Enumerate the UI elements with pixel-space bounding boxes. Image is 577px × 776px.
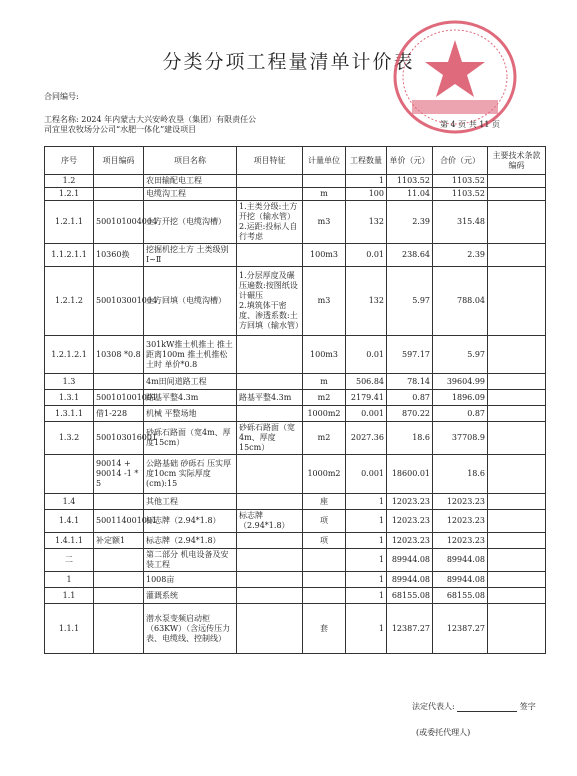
cell-feature: 1.主类分级:土方开挖（输水管） 2.运距:投标人自行考虑 <box>237 201 303 244</box>
cell-total: 2.39 <box>433 244 488 267</box>
cell-clause <box>488 549 546 572</box>
table-row <box>45 510 546 533</box>
cell-clause <box>488 422 546 455</box>
cell-qty: 100 <box>346 188 387 201</box>
cell-code: 10360换 <box>94 244 144 267</box>
table-row <box>45 549 546 572</box>
table-row <box>45 455 546 494</box>
table-row <box>45 336 546 374</box>
cell-seq: 二 <box>45 549 94 572</box>
cell-unit: m <box>303 374 346 390</box>
cell-seq: 1.2.1 <box>45 188 94 201</box>
cell-feature <box>237 244 303 267</box>
cell-feature: 标志牌（2.94*1.8） <box>237 510 303 533</box>
cell-code: 500103001004 <box>94 267 144 336</box>
cell-price: 870.22 <box>387 406 433 422</box>
header-price: 单价（元） <box>387 147 433 175</box>
cell-feature: 1.分层厚度及碾压遍数:按图纸设计碾压 2.填筑体干密度、渗透系数:土方回填（输水管） <box>237 267 303 336</box>
cell-price: 18600.01 <box>387 455 433 494</box>
cell-feature <box>237 455 303 494</box>
cell-code <box>94 588 144 604</box>
cell-unit: 项 <box>303 533 346 549</box>
cell-clause <box>488 175 546 188</box>
cell-code <box>94 549 144 572</box>
sign-label: 签字 <box>519 702 536 711</box>
table-row <box>45 374 546 390</box>
cell-clause <box>488 604 546 654</box>
cell-qty: 1 <box>346 494 387 510</box>
table-row <box>45 201 546 244</box>
cell-clause <box>488 510 546 533</box>
cell-code: 500103016001 <box>94 422 144 455</box>
cell-total: 68155.08 <box>433 588 488 604</box>
cell-seq: 1 <box>45 572 94 588</box>
table-row <box>45 244 546 267</box>
cell-name: 其他工程 <box>144 494 237 510</box>
cell-clause <box>488 455 546 494</box>
cell-clause <box>488 533 546 549</box>
cell-total: 0.87 <box>433 406 488 422</box>
cell-feature: 路基平整4.3m <box>237 390 303 406</box>
agent-label: (或委托代理人) <box>416 728 471 737</box>
cell-price: 89944.08 <box>387 549 433 572</box>
cell-seq: 1.3.2 <box>45 422 94 455</box>
cell-name: 电缆沟工程 <box>144 188 237 201</box>
cell-code: 500101004004 <box>94 201 144 244</box>
cell-feature <box>237 572 303 588</box>
cell-unit: m3 <box>303 267 346 336</box>
cell-name: 机械 平整场地 <box>144 406 237 422</box>
cell-clause <box>488 267 546 336</box>
cell-seq: 1.2.1.1 <box>45 201 94 244</box>
signature-line <box>457 703 517 712</box>
cell-total: 12387.27 <box>433 604 488 654</box>
cell-price: 2.39 <box>387 201 433 244</box>
cell-total: 39604.99 <box>433 374 488 390</box>
cell-clause <box>488 390 546 406</box>
cell-code <box>94 175 144 188</box>
table-row <box>45 267 546 336</box>
cell-seq: 1.3 <box>45 374 94 390</box>
cell-seq: 1.4.1.1 <box>45 533 94 549</box>
table-row <box>45 494 546 510</box>
cell-total: 1103.52 <box>433 175 488 188</box>
cell-name: 第二部分 机电设备及安装工程 <box>144 549 237 572</box>
table-row <box>45 572 546 588</box>
cell-qty: 1 <box>346 533 387 549</box>
cell-price: 238.64 <box>387 244 433 267</box>
cell-price: 68155.08 <box>387 588 433 604</box>
cell-qty: 1 <box>346 510 387 533</box>
cell-unit <box>303 549 346 572</box>
cell-unit <box>303 588 346 604</box>
cell-unit: 1000m2 <box>303 406 346 422</box>
cell-feature <box>237 374 303 390</box>
cell-clause <box>488 494 546 510</box>
cell-qty: 1 <box>346 175 387 188</box>
cell-clause <box>488 588 546 604</box>
cell-price: 597.17 <box>387 336 433 374</box>
cell-unit: 100m3 <box>303 336 346 374</box>
header-unit: 计量单位 <box>303 147 346 175</box>
cell-feature <box>237 406 303 422</box>
cell-total: 5.97 <box>433 336 488 374</box>
contract-number-label: 合同编号: <box>44 92 79 101</box>
cell-total: 18.6 <box>433 455 488 494</box>
cell-code <box>94 374 144 390</box>
cell-seq: 1.4 <box>45 494 94 510</box>
table-row <box>45 588 546 604</box>
cell-code <box>94 494 144 510</box>
cell-price: 5.97 <box>387 267 433 336</box>
cell-unit: 100m3 <box>303 244 346 267</box>
cell-code: 借1-228 <box>94 406 144 422</box>
cell-price: 12023.23 <box>387 533 433 549</box>
header-qty: 工程数量 <box>346 147 387 175</box>
table-row <box>45 188 546 201</box>
cell-name: 挖掘机挖土方 土类级别Ⅰ~Ⅱ <box>144 244 237 267</box>
cell-name: 1008亩 <box>144 572 237 588</box>
cell-seq: 1.2.1.2.1 <box>45 336 94 374</box>
cell-name: 301kW推土机推土 推土距离100m 推土机推松土时 单价*0.8 <box>144 336 237 374</box>
cell-name: 公路基础 砂砾石 压实厚度10cm 实际厚度(cm):15 <box>144 455 237 494</box>
cell-code <box>94 572 144 588</box>
cell-seq: 1.3.1 <box>45 390 94 406</box>
cell-price: 12023.23 <box>387 494 433 510</box>
cell-seq: 1.3.1.1 <box>45 406 94 422</box>
cell-feature: 砂砾石路面（宽4m、厚度15cm） <box>237 422 303 455</box>
header-code: 项目编码 <box>94 147 144 175</box>
cell-clause <box>488 572 546 588</box>
cell-qty: 132 <box>346 267 387 336</box>
cell-name: 标志牌（2.94*1.8） <box>144 510 237 533</box>
cell-name: 农田输配电工程 <box>144 175 237 188</box>
cell-seq: 1.4.1 <box>45 510 94 533</box>
cell-price: 0.87 <box>387 390 433 406</box>
cell-seq <box>45 455 94 494</box>
project-name: 工程名称: 2024 年内蒙古大兴安岭农垦（集团）有限责任公司宜里农牧场分公司“水肥一体化”建设项目 <box>44 115 257 134</box>
cell-clause <box>488 188 546 201</box>
cell-clause <box>488 406 546 422</box>
table-row <box>45 390 546 406</box>
cell-code <box>94 188 144 201</box>
table-row <box>45 406 546 422</box>
cell-feature <box>237 549 303 572</box>
cell-price: 78.14 <box>387 374 433 390</box>
cell-clause <box>488 244 546 267</box>
cell-qty: 132 <box>346 201 387 244</box>
bill-table <box>44 146 546 654</box>
cell-seq: 1.1.1 <box>45 604 94 654</box>
table-row <box>45 604 546 654</box>
cell-unit: m3 <box>303 201 346 244</box>
header-feature: 项目特征 <box>237 147 303 175</box>
table-row <box>45 175 546 188</box>
cell-name: 路基平整4.3m <box>144 390 237 406</box>
cell-total: 315.48 <box>433 201 488 244</box>
cell-code: 500101001001 <box>94 390 144 406</box>
cell-qty: 0.001 <box>346 406 387 422</box>
cell-qty: 1 <box>346 549 387 572</box>
header-seq: 序号 <box>45 147 94 175</box>
cell-total: 12023.23 <box>433 533 488 549</box>
cell-feature <box>237 533 303 549</box>
cell-price: 12387.27 <box>387 604 433 654</box>
cell-total: 89944.08 <box>433 549 488 572</box>
cell-total: 12023.23 <box>433 494 488 510</box>
cell-qty: 506.84 <box>346 374 387 390</box>
cell-name: 潜水泵变频启动柜（63KW）（含远传压力表、电缆线、控制线） <box>144 604 237 654</box>
cell-clause <box>488 374 546 390</box>
cell-price: 1103.52 <box>387 175 433 188</box>
cell-price: 18.6 <box>387 422 433 455</box>
cell-total: 37708.9 <box>433 422 488 455</box>
cell-qty: 0.01 <box>346 336 387 374</box>
page-number: 第 4 页 共 11 页 <box>440 120 500 129</box>
cell-total: 89944.08 <box>433 572 488 588</box>
cell-code: 10308 *0.8 <box>94 336 144 374</box>
cell-total: 1896.09 <box>433 390 488 406</box>
cell-qty: 2179.41 <box>346 390 387 406</box>
cell-name: 土方开挖（电缆沟槽） <box>144 201 237 244</box>
cell-feature <box>237 588 303 604</box>
cell-unit: m <box>303 188 346 201</box>
cell-code: 90014 + 90014 -1 * 5 <box>94 455 144 494</box>
legal-rep-label: 法定代表人: <box>412 702 455 711</box>
cell-clause <box>488 336 546 374</box>
cell-qty: 1 <box>346 588 387 604</box>
cell-unit: 项 <box>303 510 346 533</box>
cell-name: 标志牌（2.94*1.8） <box>144 533 237 549</box>
cell-total: 788.04 <box>433 267 488 336</box>
table-row <box>45 533 546 549</box>
cell-name: 砂砾石路面（宽4m、厚度15cm） <box>144 422 237 455</box>
cell-name: 土方回填（电缆沟槽） <box>144 267 237 336</box>
cell-qty: 0.01 <box>346 244 387 267</box>
cell-seq: 1.2 <box>45 175 94 188</box>
cell-seq: 1.1.2.1.1 <box>45 244 94 267</box>
page-title: 分类分项工程量清单计价表 <box>162 51 415 73</box>
cell-code: 500114001001 <box>94 510 144 533</box>
cell-qty: 2027.36 <box>346 422 387 455</box>
header-name: 项目名称 <box>144 147 237 175</box>
cell-qty: 1 <box>346 604 387 654</box>
cell-total: 12023.23 <box>433 510 488 533</box>
cell-qty: 0.001 <box>346 455 387 494</box>
cell-feature <box>237 175 303 188</box>
header-clause: 主要技术条款编码 <box>488 147 546 175</box>
cell-code <box>94 604 144 654</box>
cell-unit: 座 <box>303 494 346 510</box>
cell-unit: 套 <box>303 604 346 654</box>
cell-name: 4m田间道路工程 <box>144 374 237 390</box>
cell-unit <box>303 572 346 588</box>
cell-seq: 1.2.1.2 <box>45 267 94 336</box>
cell-unit: m2 <box>303 422 346 455</box>
cell-price: 11.04 <box>387 188 433 201</box>
cell-price: 89944.08 <box>387 572 433 588</box>
cell-unit: 1000m2 <box>303 455 346 494</box>
cell-feature <box>237 188 303 201</box>
legal-representative <box>412 701 536 712</box>
cell-code: 补定额1 <box>94 533 144 549</box>
cell-qty: 1 <box>346 572 387 588</box>
cell-unit: m2 <box>303 390 346 406</box>
header-total: 合价（元） <box>433 147 488 175</box>
cell-unit <box>303 175 346 188</box>
cell-total: 1103.52 <box>433 188 488 201</box>
cell-price: 12023.23 <box>387 510 433 533</box>
cell-name: 灌溉系统 <box>144 588 237 604</box>
cell-seq: 1.1 <box>45 588 94 604</box>
table-row <box>45 422 546 455</box>
cell-feature <box>237 604 303 654</box>
cell-feature <box>237 494 303 510</box>
cell-feature <box>237 336 303 374</box>
cell-clause <box>488 201 546 244</box>
table-header-row <box>45 147 546 175</box>
